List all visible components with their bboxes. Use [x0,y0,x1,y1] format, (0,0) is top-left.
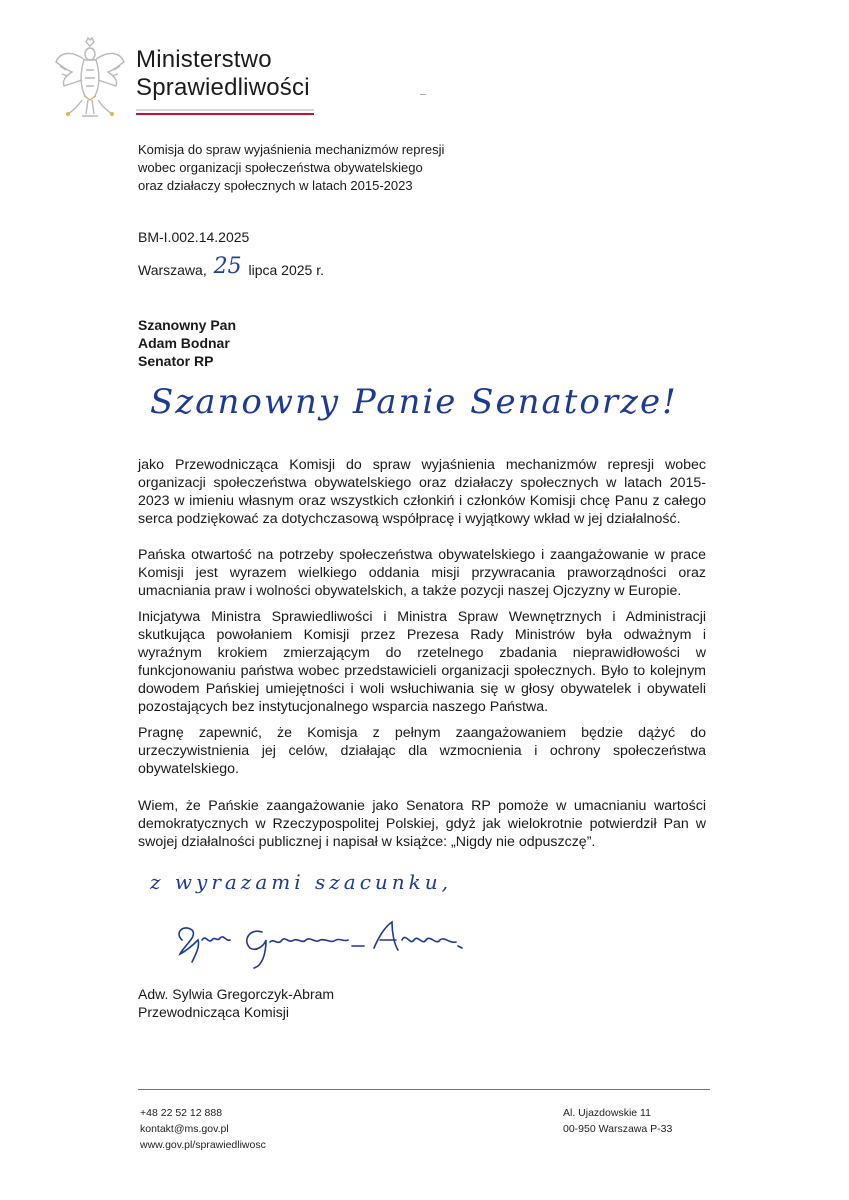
footer-contact [140,1105,266,1153]
footer-address-line1: Al. Ujazdowskie 11 [563,1107,651,1119]
date-prefix: Warszawa, [138,262,207,278]
footer-address [563,1105,672,1137]
flag-line-red [136,113,314,115]
body-paragraph-5: Wiem, że Pańskie zaangażowanie jako Senatora RP pomoże w umacnianiu wartości demokratycznych w Rzeczypospolitej Polskiej, gdyż jak wielokrotnie potwierdził Pan w swojej działalności publicznej i napisał w książce: „Nigdy nie odpuszczę”. [138,798,706,850]
commission-line: Komisja do spraw wyjaśnienia mechanizmów represji [138,142,445,157]
addressee-line1: Szanowny Pan [138,317,237,333]
signer-title: Przewodnicząca Komisji [138,1004,289,1020]
addressee-line3: Senator RP [138,353,214,369]
footer-website[interactable]: www.gov.pl/sprawiedliwosc [140,1139,266,1151]
body-paragraph-4: Pragnę zapewnić, że Komisja z pełnym zaangażowaniem będzie dążyć do urzeczywistnienia jej celów, działając dla wzmocnienia i ochrony społeczeństwa obywatelskiego. [138,725,706,777]
body-paragraph-1: jako Przewodnicząca Komisji do spraw wyjaśnienia mechanizmów represji wobec organizacji społeczeństwa obywatelskiego oraz działaczy społecznych w latach 2015-2023 w imieniu własnym oraz wszystkich członkiń i członków Komisji chcę Panu z całego serca podziękować za dotychczasową współpracę i wyjątkowy wkład w jej działalność. [138,457,706,527]
date-line [138,256,324,281]
flag-line-white [136,109,314,111]
date-day-handwritten: 25 [213,254,242,279]
addressee-line2: Adam Bodnar [138,335,230,351]
body-paragraph-3: Inicjatywa Ministra Sprawiedliwości i Ministra Spraw Wewnętrznych i Administracji skutkująca powołaniem Komisji przez Prezesa Rady Ministrów była odważnym i wyraźnym krokiem zmierzającym do rzetelnego zbadania nieprawidłowości w funkcjonowaniu państwa wobec przedstawicieli organizacji społecznych. Było to kolejnym dowodem Pańskiej umiejętności i woli wsłuchiwania się w głosy obywatelek i obywateli pozostających bez instytucjonalnego wsparcia naszego Państwa. [138,609,706,715]
scan-speck [420,94,426,95]
signer-name: Adw. Sylwia Gregorczyk-Abram [138,986,335,1002]
reference-number: BM-I.002.14.2025 [138,229,250,245]
addressee-block [138,316,236,370]
footer-divider [138,1089,710,1090]
polish-eagle-emblem-icon [52,36,128,122]
ministry-name-line1: Ministerstwo [136,46,272,73]
handwritten-signature [170,910,500,970]
commission-line: oraz działaczy społecznych w latach 2015-2023 [138,178,413,193]
body-paragraph-2: Pańska otwartość na potrzeby społeczeństwa obywatelskiego i zaangażowanie w prace Komisji jest wyrazem wielkiego oddania misji przywracania praworządności oraz umacniania praw i wolności obywatelskich, a także pozycji naszej Ojczyzny w Europie. [138,547,706,599]
signer-block [138,985,334,1021]
handwritten-closing: z wyrazami szacunku, [150,870,453,894]
date-suffix: lipca 2025 r. [248,262,324,278]
handwritten-salutation: Szanowny Panie Senatorze! [150,382,678,422]
commission-line: wobec organizacji społeczeństwa obywatelskiego [138,160,423,175]
footer-phone: +48 22 52 12 888 [140,1107,223,1119]
commission-name [138,141,444,195]
ministry-name [136,46,310,102]
footer-address-line2: 00-950 Warszawa P-33 [563,1123,673,1135]
footer-email[interactable]: kontakt@ms.gov.pl [140,1123,229,1135]
ministry-name-line2: Sprawiedliwości [136,74,310,101]
